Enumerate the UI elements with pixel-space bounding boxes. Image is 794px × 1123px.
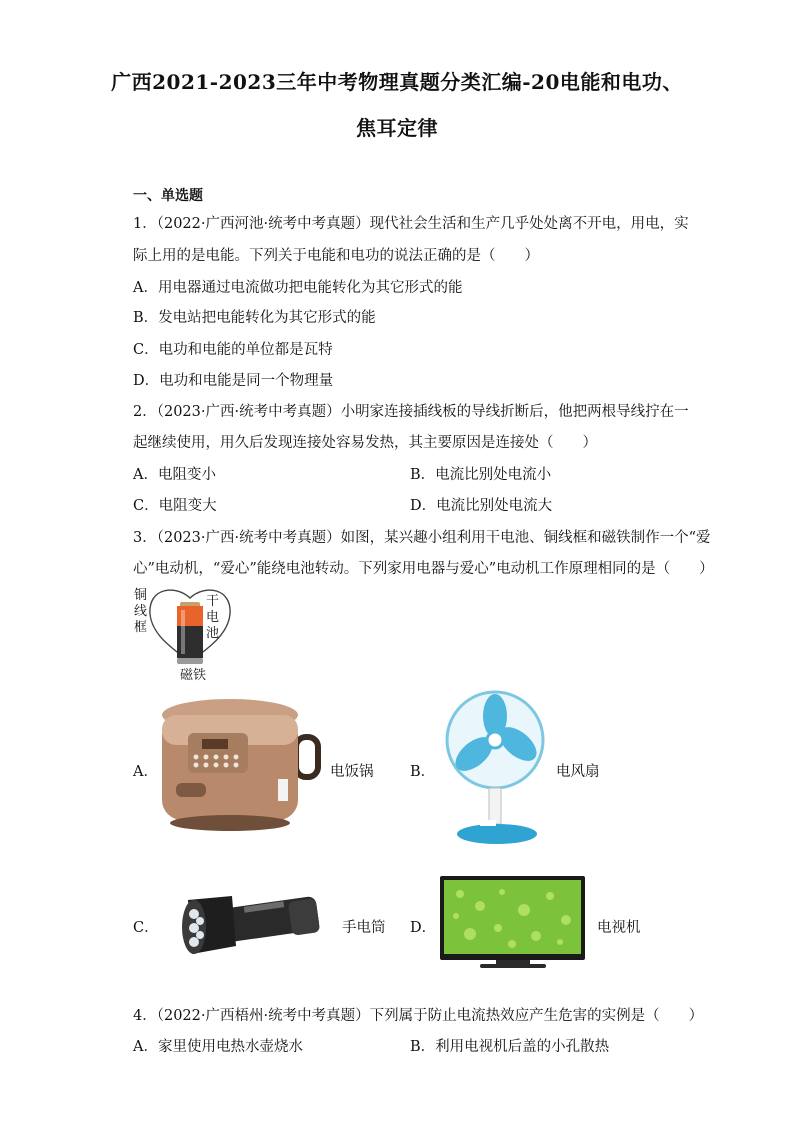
question-2-option-a: A．电阻变小 [133, 467, 216, 483]
question-1-option-c: C．电功和电能的单位都是瓦特 [133, 342, 333, 358]
heart-motor-figure [130, 586, 250, 686]
question-4-option-b: B．利用电视机后盖的小孔散热 [410, 1039, 610, 1055]
electric-fan-icon [442, 688, 552, 846]
battery-label: 干电池 [206, 594, 220, 641]
question-1-line1: 1．（2022·广西河池·统考中考真题）现代社会生活和生产几乎处处离不开电，用电，实 [133, 216, 689, 232]
question-3-option-a-caption: 电饭锅 [330, 764, 374, 780]
question-3-option-c-letter: C． [133, 920, 159, 936]
question-2-option-b: B．电流比别处电流小 [410, 467, 552, 483]
question-3-option-b-caption: 电风扇 [556, 764, 600, 780]
question-3-line2: 心”电动机，“爱心”能绕电池转动。下列家用电器与爱心”电动机工作原理相同的是（ ） [133, 561, 714, 577]
question-3-option-c-caption: 手电筒 [342, 920, 386, 936]
question-3-option-d-caption: 电视机 [597, 920, 641, 936]
magnet [177, 658, 203, 664]
question-3-option-d-letter: D． [410, 920, 437, 936]
question-4-option-a: A．家里使用电热水壶烧水 [133, 1039, 303, 1055]
question-2-option-d: D．电流比别处电流大 [410, 498, 553, 514]
question-2-line1: 2．（2023·广西·统考中考真题）小明家连接插线板的导线折断后，他把两根导线拧在一 [133, 404, 689, 420]
question-2-line2: 起继续使用，用久后发现连接处容易发热，其主要原因是连接处（ ） [133, 435, 597, 451]
television-icon [440, 876, 585, 970]
battery-highlight [181, 610, 185, 654]
magnet-label: 磁铁 [180, 668, 207, 683]
question-4-line1: 4．（2022·广西梧州·统考中考真题）下列属于防止电流热效应产生危害的实例是（ ） [133, 1008, 704, 1024]
document-title-line2: 焦耳定律 [356, 116, 438, 140]
question-3-option-b-letter: B． [410, 764, 436, 780]
document-title-line1: 广西2021-2023三年中考物理真题分类汇编-20电能和电功、 [111, 70, 683, 94]
question-3-option-a-letter: A． [133, 764, 158, 780]
question-1-option-d: D．电功和电能是同一个物理量 [133, 373, 334, 389]
flashlight-icon [180, 880, 325, 965]
battery-orange-band [177, 606, 203, 626]
question-1-option-b: B．发电站把电能转化为其它形式的能 [133, 310, 376, 326]
rice-cooker-icon [158, 695, 323, 840]
section-heading: 一、单选题 [133, 188, 203, 204]
battery-body [177, 626, 203, 658]
question-1-option-a: A．用电器通过电流做功把电能转化为其它形式的能 [133, 280, 463, 296]
question-1-line2: 际上用的是电能。下列关于电能和电功的说法正确的是（ ） [133, 248, 539, 264]
question-3-line1: 3．（2023·广西·统考中考真题）如图，某兴趣小组利用干电池、铜线框和磁铁制作一个“爱 [133, 530, 711, 546]
copper-frame-label: 铜线框 [134, 588, 148, 635]
question-2-option-c: C．电阻变大 [133, 498, 217, 514]
